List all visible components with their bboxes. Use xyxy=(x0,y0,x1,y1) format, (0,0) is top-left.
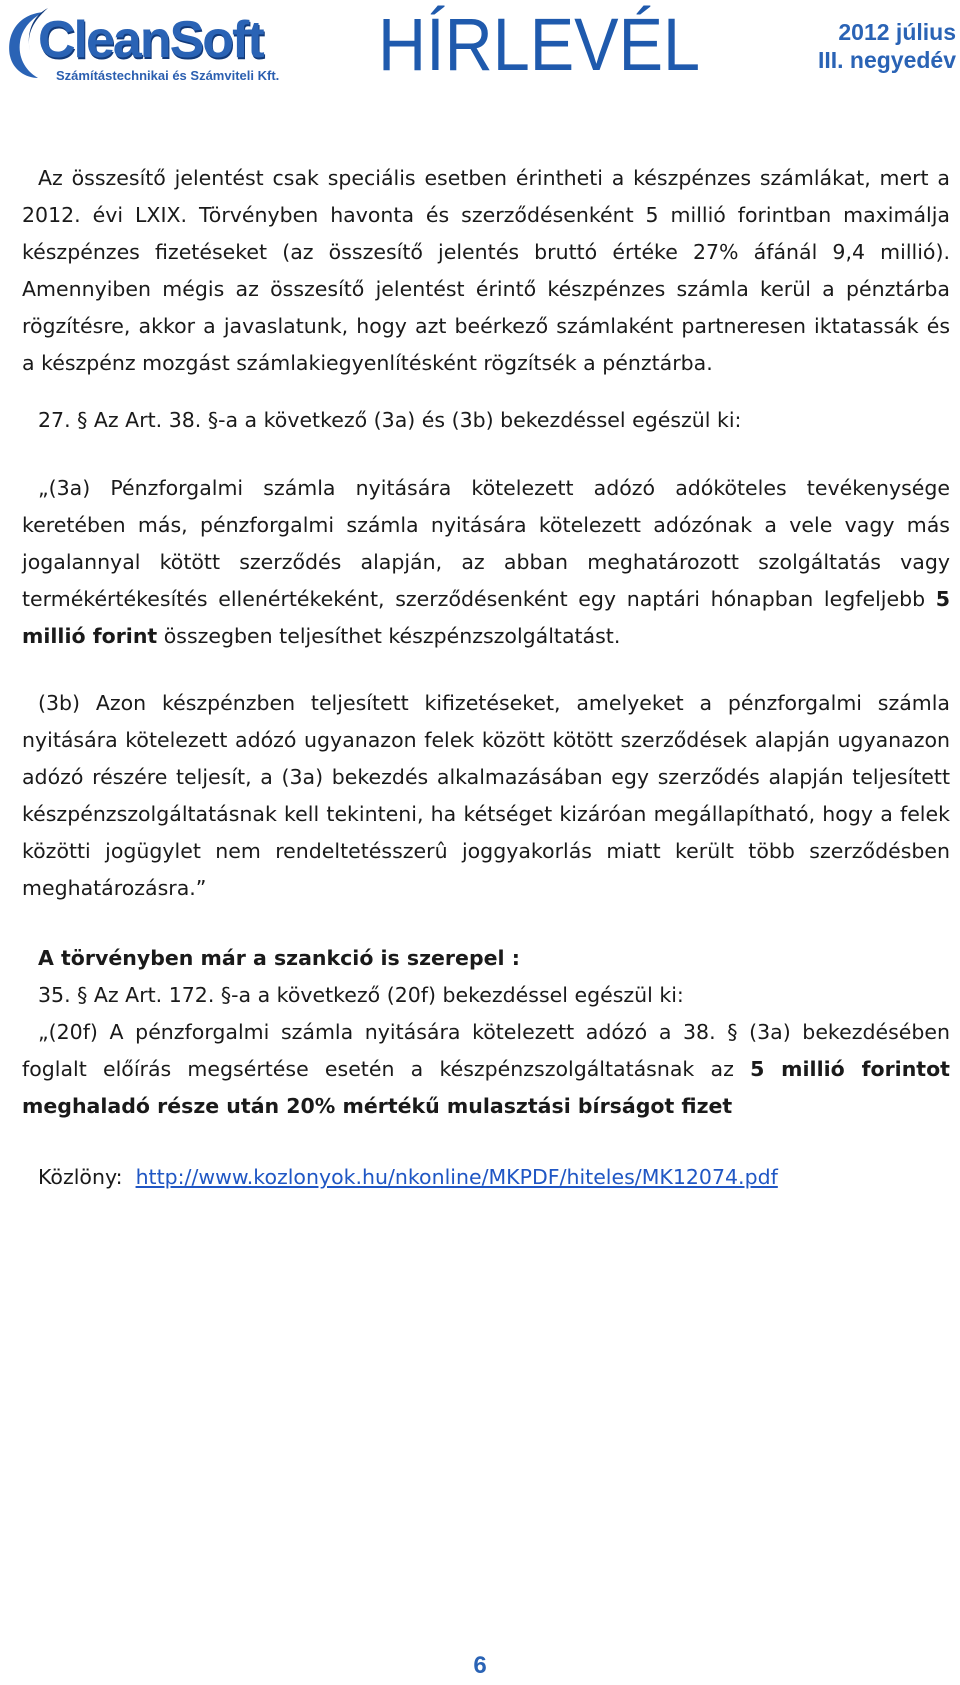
paragraph-3b: (3b) Azon készpénzben teljesített kifizetéseket, amelyeket a pénzforgalmi számla nyitására kötelezett adózó ugyanazon felek között kötött szerződések alapján ugyanazon adózó részére teljesít, a (3a) bekezdés alkalmazásában egy szerződés alapján teljesített készpénzszolgáltatásnak kell tekinteni, ha kétséget kizáróan megállapítható, hogy a felek közötti jogügylet nem rendeltetésszerû joggyakorlás miatt került több szerződésben meghatározásra.” xyxy=(22,691,950,900)
paragraph-20f-emphasis: 5 millió forintot meghaladó része után 20% mértékű mulasztási bírságot fizet xyxy=(22,1057,950,1118)
paragraph-3a-emphasis: 5 millió forint xyxy=(22,587,950,648)
paragraph-intro: Az összesítő jelentést csak speciális esetben érintheti a készpénzes számlákat, mert a 2012. évi LXIX. Törvényben havonta és szerződésenként 5 millió forintban maximálja készpénzes fizetéseket (az összesítő jelentés bruttó értéke 27% áfánál 9,4 millió). Amennyiben mégis az összesítő jelentést érintő készpénzes számla kerül a pénztárba rögzítésre, akkor a javaslatunk, hogy azt beérkező számlaként partneresen iktatassák és a készpénz mozgást számlakiegyenlítésként rögzítsék a pénztárba. xyxy=(22,166,950,375)
paragraph-3a xyxy=(22,470,950,655)
source-link[interactable]: http://www.kozlonyok.hu/nkonline/MKPDF/hiteles/MK12074.pdf xyxy=(135,1165,778,1189)
paragraph-3a-text: „(3a) Pénzforgalmi számla nyitására kötelezett adózó adóköteles tevékenysége keretében más, pénzforgalmi számla nyitására kötelezett adózónak a vele vagy más jogalannyal kötött szerződés alapján, az abban meghatározott szolgáltatás vagy termékértékesítés ellenértékeként, szerződésenként egy naptári hónapban legfeljebb xyxy=(22,476,950,611)
paragraph-3a-end: összegben teljesíthet készpénzszolgáltatást. xyxy=(157,624,621,648)
paragraph-art-38-amendment: 27. § Az Art. 38. §-a a következő (3a) és (3b) bekezdéssel egészül ki: xyxy=(38,408,742,432)
issue-info xyxy=(818,18,956,74)
paragraph-art-172-amendment: 35. § Az Art. 172. §-a a következő (20f) bekezdéssel egészül ki: xyxy=(38,983,684,1007)
page-header xyxy=(0,0,960,95)
logo-subtitle: Számítástechnikai és Számviteli Kft. xyxy=(56,68,280,83)
cleansoft-logo xyxy=(4,4,280,86)
newsletter-title: HÍRLEVÉL xyxy=(378,3,701,86)
issue-quarter: III. negyedév xyxy=(817,47,956,73)
source-line xyxy=(22,1159,950,1196)
source-label: Közlöny: xyxy=(38,1165,123,1189)
sanction-heading xyxy=(22,940,950,977)
page-number: 6 xyxy=(473,1652,487,1679)
paragraph-20f-text: „(20f) A pénzforgalmi számla nyitására kötelezett adózó a 38. § (3a) bekezdésében foglalt előírás megsértése esetén a készpénzszolgáltatásnak az xyxy=(22,1020,950,1081)
issue-date: 2012 július xyxy=(838,19,956,45)
article-body xyxy=(22,160,950,1196)
logo-name: CleanSoft xyxy=(38,11,263,69)
sanction-heading-text: A törvényben már a szankció is szerepel : xyxy=(38,946,520,970)
paragraph-20f xyxy=(22,1014,950,1125)
